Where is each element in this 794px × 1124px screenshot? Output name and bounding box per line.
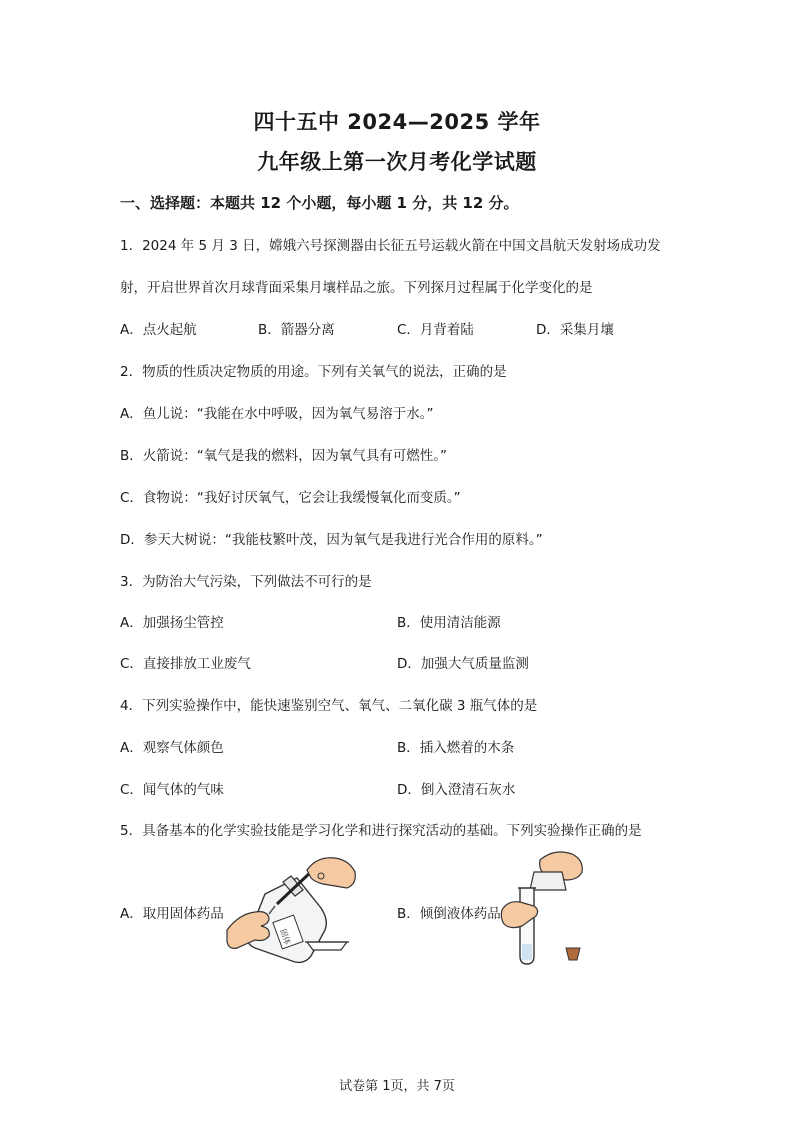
watch-glass-icon (305, 942, 349, 950)
q4-option-d: D．倒入澄清石灰水 (397, 782, 516, 798)
section-heading: 一、选择题：本题共 12 个小题，每小题 1 分，共 12 分。 (120, 194, 519, 212)
q1-stem-line1: 1．2024 年 5 月 3 日，嫦娥六号探测器由长征五号运载火箭在中国文昌航天发射场成功发 (120, 238, 661, 254)
stopper-icon (566, 948, 580, 960)
q2-option-c: C．食物说：“我好讨厌氧气，它会让我缓慢氧化而变质。” (120, 490, 461, 506)
solid-reagent-illustration (225, 852, 360, 967)
q2-stem: 2．物质的性质决定物质的用途。下列有关氧气的说法，正确的是 (120, 364, 507, 380)
exam-subtitle: 九年级上第一次月考化学试题 (257, 150, 537, 174)
q2-option-a: A．鱼儿说：“我能在水中呼吸，因为氧气易溶于水。” (120, 406, 434, 422)
pour-liquid-illustration (500, 850, 600, 970)
q3-option-b: B．使用清洁能源 (397, 615, 501, 631)
q5-stem: 5．具备基本的化学实验技能是学习化学和进行探究活动的基础。下列实验操作正确的是 (120, 823, 642, 839)
q3-option-c: C．直接排放工业废气 (120, 656, 251, 672)
q5-option-a: A．取用固体药品 (120, 906, 224, 922)
q2-option-d: D．参天大树说：“我能枝繁叶茂，因为氧气是我进行光合作用的原料。” (120, 532, 543, 548)
q4-option-b: B．插入燃着的木条 (397, 740, 515, 756)
q4-option-c: C．闻气体的气味 (120, 782, 224, 798)
q1-option-d: D．采集月壤 (536, 322, 614, 338)
q4-stem: 4．下列实验操作中，能快速鉴别空气、氧气、二氧化碳 3 瓶气体的是 (120, 698, 538, 714)
page-footer: 试卷第 1页，共 7页 (339, 1079, 455, 1094)
q5-option-b: B．倾倒液体药品 (397, 906, 501, 922)
q4-option-a: A．观察气体颜色 (120, 740, 224, 756)
bottle-label-text: 固体 (278, 927, 293, 947)
q1-option-b: B．箭器分离 (258, 322, 335, 338)
q1-option-a: A．点火起航 (120, 322, 197, 338)
q2-option-b: B．火箭说：“氧气是我的燃料，因为氧气具有可燃性。” (120, 448, 447, 464)
q3-option-d: D．加强大气质量监测 (397, 656, 529, 672)
q3-option-a: A．加强扬尘管控 (120, 615, 224, 631)
q1-option-c: C．月背着陆 (397, 322, 474, 338)
exam-title: 四十五中 2024—2025 学年 (253, 110, 541, 134)
q1-stem-line2: 射，开启世界首次月球背面采集月壤样品之旅。下列探月过程属于化学变化的是 (120, 280, 593, 296)
hand-right-icon (307, 858, 355, 888)
q3-stem: 3．为防治大气污染，下列做法不可行的是 (120, 574, 372, 590)
